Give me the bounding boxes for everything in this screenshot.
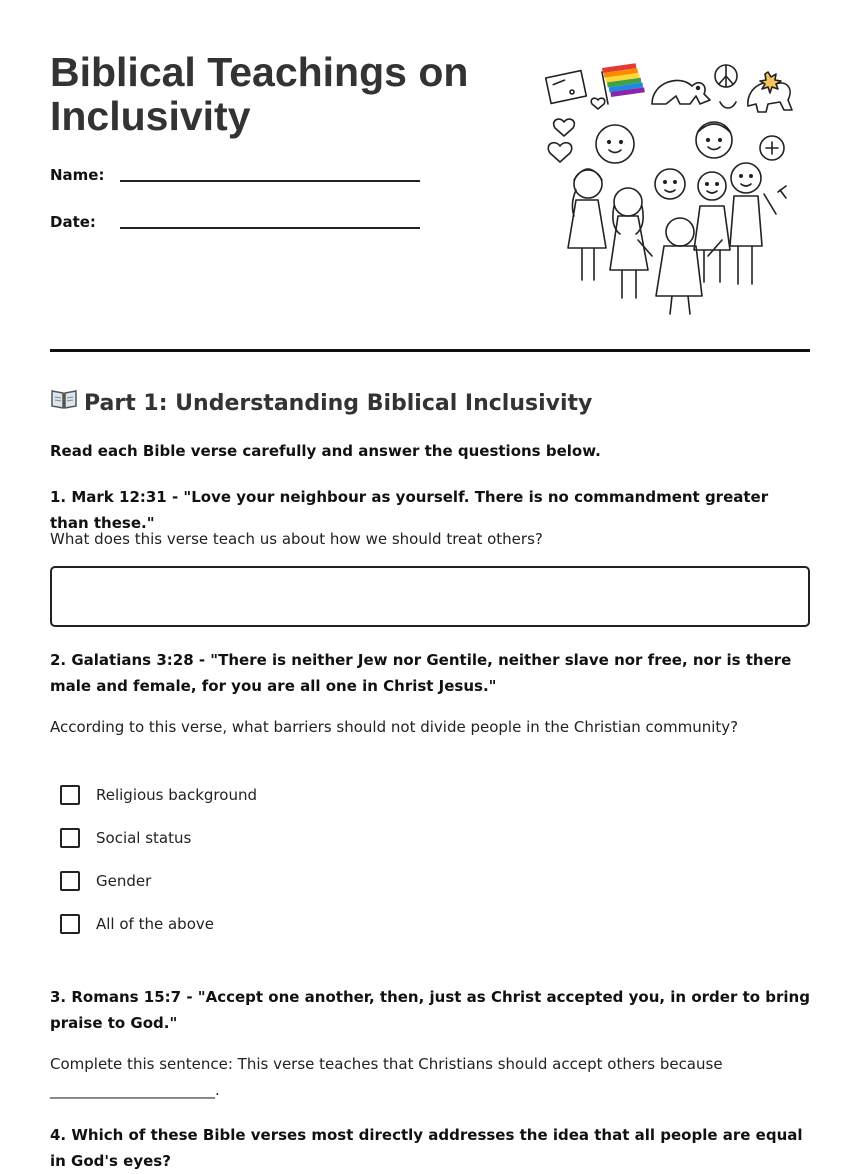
option-label: Social status (96, 829, 192, 847)
diverse-children-illustration (540, 60, 800, 320)
checkbox[interactable] (60, 871, 80, 891)
option-label: Religious background (96, 786, 257, 804)
name-field (50, 166, 104, 184)
peace-sign-doodle (715, 65, 737, 108)
option-all-of-the-above[interactable] (60, 912, 214, 936)
question-2-verse: 2. Galatians 3:28 - "There is neither Jew nor Gentile, neither slave nor free, nor is there male and female, for you are all one in Christ Jesus." (50, 651, 792, 695)
question-3-prompt: Complete this sentence: This verse teaches that Christians should accept others because ______________________. (50, 1055, 723, 1099)
children-group-doodle (568, 163, 786, 314)
option-social-status[interactable] (60, 826, 191, 850)
elephant-doodle (748, 72, 792, 112)
question-2-prompt: According to this verse, what barriers should not divide people in the Christian community? (50, 718, 739, 736)
flag-doodle (546, 71, 587, 104)
date-line[interactable] (120, 227, 420, 229)
name-label: Name: (50, 166, 105, 184)
date-field (50, 213, 96, 231)
question-1-answer-box[interactable] (50, 566, 810, 627)
question-1-verse: 1. Mark 12:31 - "Love your neighbour as yourself. There is no commandment greater than these." (50, 488, 769, 532)
heart-doodles (548, 98, 605, 162)
name-line[interactable] (120, 180, 420, 182)
open-book-icon (50, 388, 78, 410)
question-4-verse: 4. Which of these Bible verses most directly addresses the idea that all people are equal in God's eyes? (50, 1126, 803, 1170)
checkbox[interactable] (60, 785, 80, 805)
option-label: Gender (96, 872, 152, 890)
option-gender[interactable] (60, 869, 151, 893)
part1-heading-text: Part 1: Understanding Biblical Inclusivity (84, 391, 593, 416)
question-1-prompt: What does this verse teach us about how we should treat others? (50, 530, 543, 548)
section-divider (50, 349, 810, 352)
rainbow-flag-doodle (602, 63, 645, 104)
option-religious-background[interactable] (60, 783, 257, 807)
checkbox[interactable] (60, 914, 80, 934)
instructions: Read each Bible verse carefully and answer the questions below. (50, 442, 601, 460)
question-3-verse: 3. Romans 15:7 - "Accept one another, then, just as Christ accepted you, in order to bring praise to God." (50, 988, 810, 1032)
animal-doodle (652, 80, 710, 104)
child-face-doodles (596, 122, 784, 163)
page-title: Biblical Teachings on Inclusivity (50, 49, 469, 139)
date-label: Date: (50, 213, 96, 231)
option-label: All of the above (96, 915, 214, 933)
checkbox[interactable] (60, 828, 80, 848)
part1-heading (50, 388, 592, 416)
